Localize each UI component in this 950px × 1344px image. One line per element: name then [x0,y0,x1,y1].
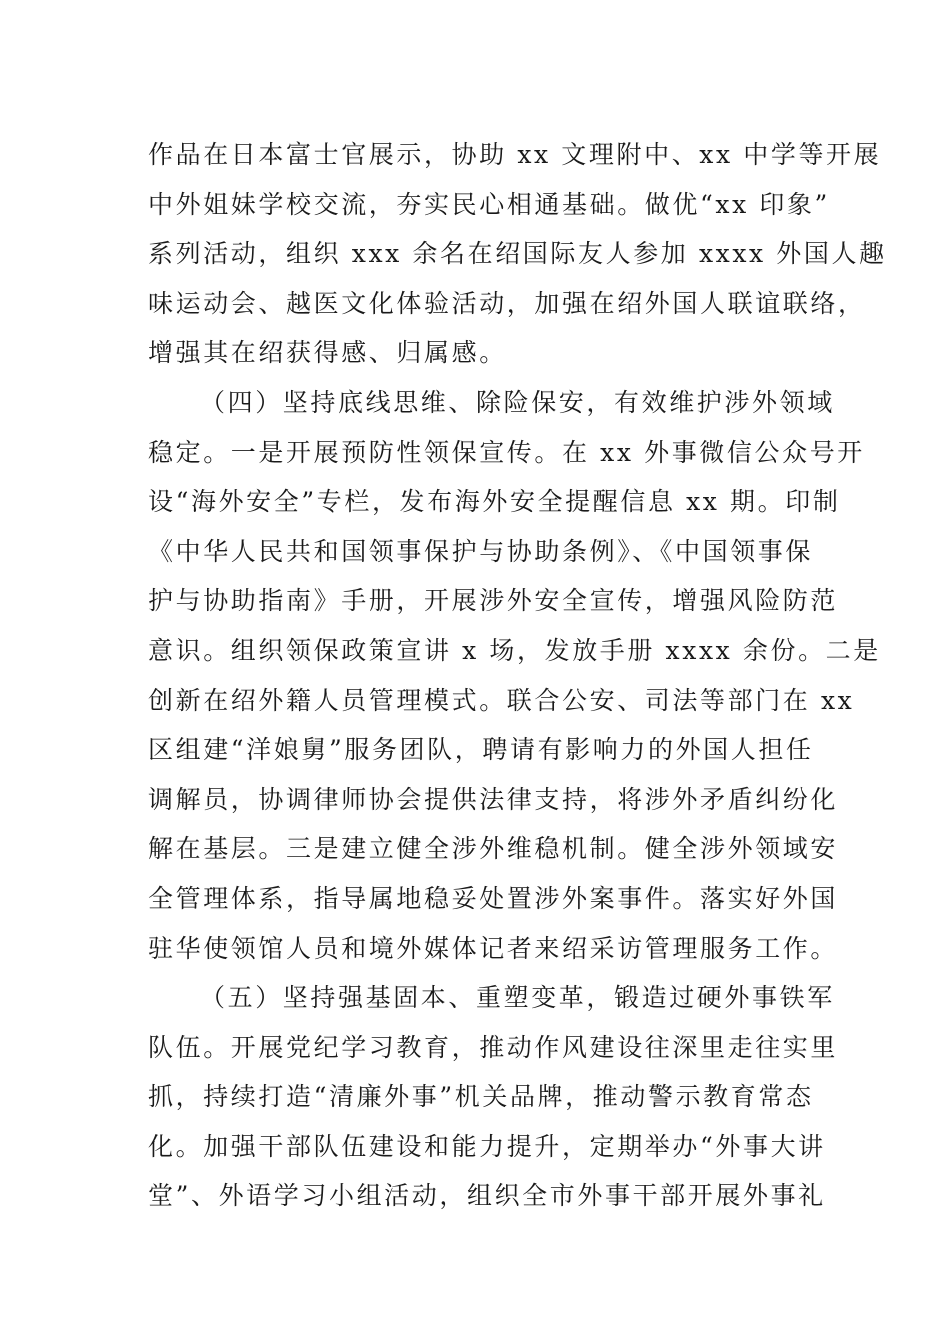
section-heading-four: （四）坚持底线思维、除险保安，有效维护涉外领域 [200,387,835,417]
text-line: 意识。组织领保政策宣讲 x 场，发放手册 xxxx 余份。二是 [148,635,881,665]
text-line: 味运动会、越医文化体验活动，加强在绍外国人联谊联络， [148,288,866,318]
text-line: 区组建“洋娘舅”服务团队，聘请有影响力的外国人担任 [148,735,814,765]
text-line: 中外姐妹学校交流，夯实民心相通基础。做优“xx 印象” [148,189,830,219]
text-line: 设“海外安全”专栏，发布海外安全提醒信息 xx 期。印制 [148,487,841,517]
text-line: 抓，持续打造“清廉外事”机关品牌，推动警示教育常态 [148,1082,814,1112]
text-line: 驻华使领馆人员和境外媒体记者来绍采访管理服务工作。 [148,933,839,963]
text-line: 化。加强干部队伍建设和能力提升，定期举办“外事大讲 [148,1131,826,1161]
text-line: 调解员，协调律师协会提供法律支持，将涉外矛盾纠纷化 [148,784,839,814]
text-line: 作品在日本富士官展示，协助 xx 文理附中、xx 中学等开展 [148,140,882,169]
text-line: 增强其在绍获得感、归属感。 [148,338,507,368]
text-line: 队伍。开展党纪学习教育，推动作风建设往深里走往实里 [148,1032,839,1062]
text-line: 《中华人民共和国领事保护与协助条例》、《中国领事保 [148,536,814,566]
text-line: 系列活动，组织 xxx 余名在绍国际友人参加 xxxx 外国人趣 [148,239,887,269]
section-heading-five: （五）坚持强基固本、重塑变革，锻造过硬外事铁军 [200,983,835,1013]
text-line: 解在基层。三是建立健全涉外维稳机制。健全涉外领域安 [148,834,839,864]
text-line: 堂”、外语学习小组活动，组织全市外事干部开展外事礼 [148,1181,826,1211]
text-line: 稳定。一是开展预防性领保宣传。在 xx 外事微信公众号开 [148,437,865,467]
text-line: 护与协助指南》手册，开展涉外安全宣传，增强风险防范 [148,586,839,616]
document-body [148,130,887,1221]
text-line: 全管理体系，指导属地稳妥处置涉外案事件。落实好外国 [148,883,839,913]
text-line: 创新在绍外籍人员管理模式。联合公安、司法等部门在 xx [148,685,855,715]
